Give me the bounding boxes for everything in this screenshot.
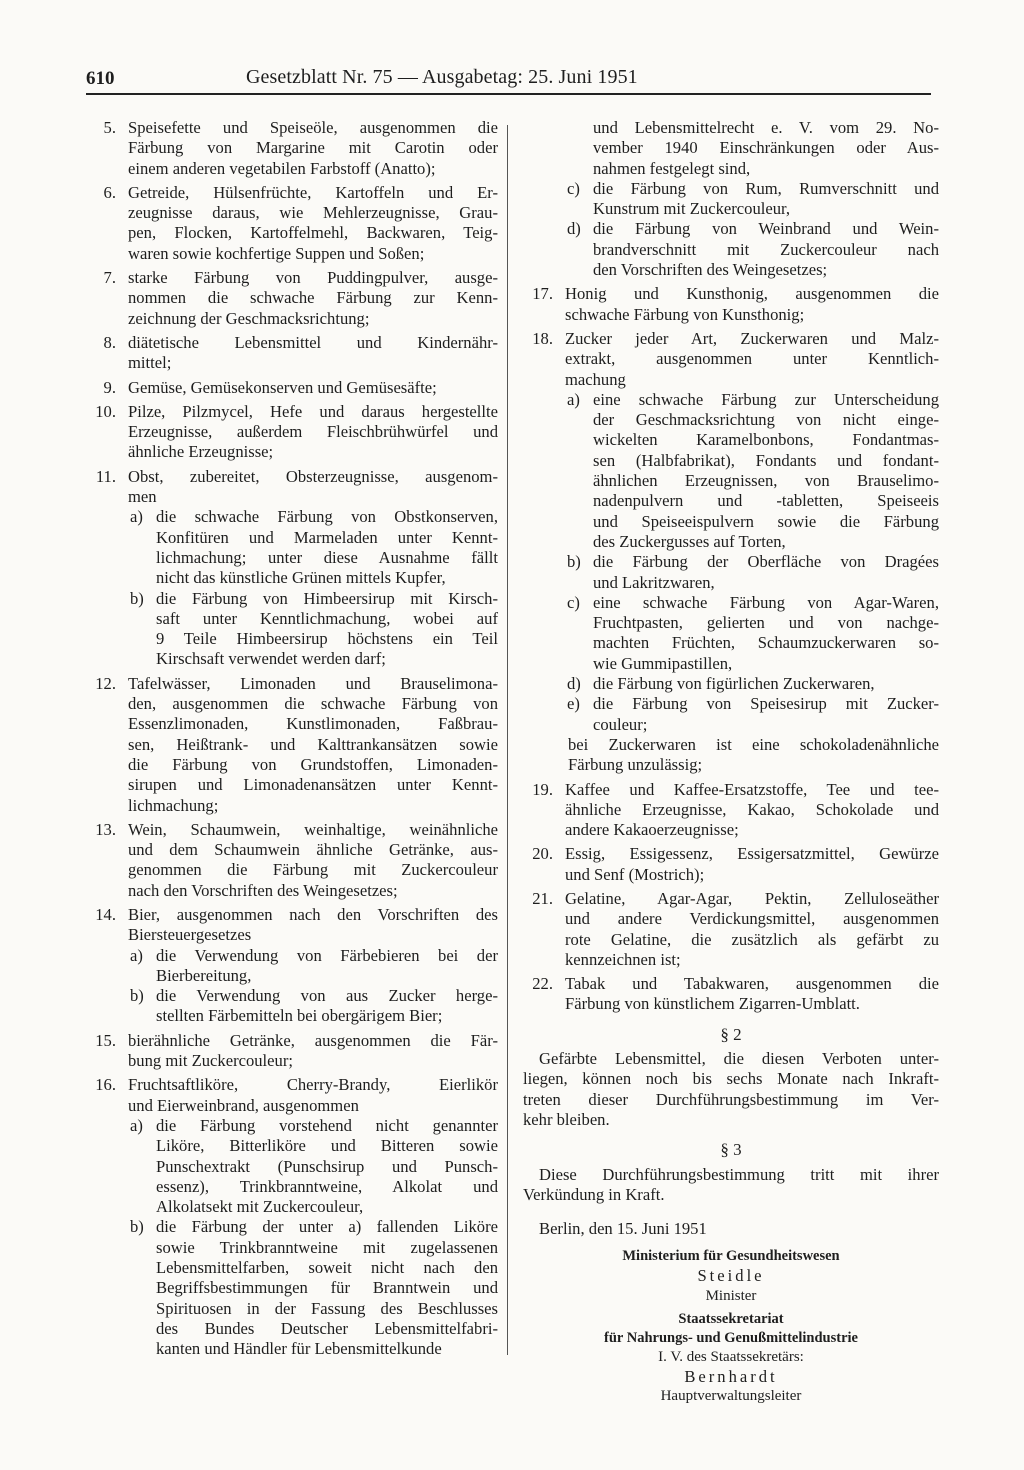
text-line: bung mit Zuckercouleur; — [128, 1051, 293, 1071]
text-line: eine schwache Färbung von Agar-Waren, — [593, 592, 939, 612]
subitem-d — [567, 674, 939, 694]
text-line: Kirschsaft verwendet werden darf; — [156, 649, 386, 669]
list-item-20 — [523, 844, 939, 885]
text-line: Färbung unzulässig; — [568, 755, 703, 775]
text-line: Getreide, Hülsenfrüchte, Kartoffeln und Er- — [128, 182, 498, 202]
item-16-continuation — [523, 118, 939, 280]
subitem-label: a) — [130, 1115, 143, 1135]
subitem-label: d) — [567, 219, 581, 239]
page-header — [86, 64, 931, 94]
column-divider — [507, 125, 508, 1355]
text-line: lichmachung; — [128, 795, 219, 815]
deputy-title: Hauptverwaltungsleiter — [660, 1388, 802, 1405]
text-line: stellten Färbemitteln bei obergärigem Bier; — [156, 1006, 443, 1026]
subitem-label: b) — [130, 986, 144, 1006]
list-item-11 — [86, 467, 498, 670]
text-line: nach den Vorschriften des Weingesetzes; — [128, 880, 398, 900]
text-line: sirupen und Limonadenansätzen unter Kennt- — [128, 775, 498, 795]
secretariat-line-1: Staatssekretariat — [678, 1310, 784, 1327]
text-line: machung — [565, 369, 626, 389]
right-items — [523, 284, 939, 1014]
text-line: Honig und Kunsthonig, ausgenommen die — [565, 284, 939, 304]
text-line: genommen die Färbung mit Zuckercouleur — [128, 860, 498, 880]
text-line: die Färbung der unter a) fallenden Liköre — [156, 1217, 498, 1237]
item-number: 17. — [532, 284, 553, 304]
text-line: Alkolatsekt mit Zuckercouleur, — [156, 1197, 364, 1217]
text-line: und Speiseeispulvern sowie die Färbung — [593, 511, 939, 531]
list-item-21 — [523, 889, 939, 970]
subitem-a — [130, 507, 498, 588]
list-item-19 — [523, 780, 939, 841]
item-number: 10. — [95, 401, 116, 421]
section-3-heading: § 3 — [720, 1140, 742, 1160]
text-line: starke Färbung von Puddingpulver, ausge- — [128, 268, 498, 288]
text-line: und andere Verdickungsmittel, ausgenommen — [565, 909, 939, 929]
minister-name: Steidle — [697, 1266, 765, 1286]
list-item-5 — [86, 118, 498, 179]
text-line: die Färbung von Himbeersirup mit Kirsch- — [156, 588, 498, 608]
text-line: couleur; — [593, 714, 648, 734]
text-line: waren sowie kochfertige Suppen und Soßen; — [128, 243, 425, 263]
continuation-text — [567, 118, 939, 179]
text-line: machten Früchten, Schaumzuckerwaren so- — [593, 633, 939, 653]
minister-title: Minister — [705, 1287, 757, 1304]
text-line: men — [128, 487, 157, 507]
subitem-b — [130, 1217, 498, 1359]
subitem-a — [567, 390, 939, 552]
text-line: Färbung von künstlichem Zigarren-Umblatt. — [565, 994, 860, 1014]
text-line: saft unter Kenntlichmachung, wobei auf — [156, 608, 498, 628]
text-line: rote Gelatine, die zusätzlich als gefärbt zu — [565, 929, 939, 949]
item-note — [568, 735, 939, 776]
text-line: brandverschnitt mit Zuckercouleur nach — [593, 239, 939, 259]
subitem-b — [130, 589, 498, 670]
text-line: bei Zuckerwaren ist eine schokoladenähnliche — [568, 734, 939, 754]
text-line: schwache Färbung von Kunsthonig; — [565, 304, 805, 324]
text-line: zeugnisse daraus, wie Mehlerzeugnisse, Grau- — [128, 203, 498, 223]
text-line: Punschextrakt (Punschsirup und Punsch- — [156, 1156, 498, 1176]
section-2-heading: § 2 — [720, 1024, 742, 1044]
text-line: bierähnliche Getränke, ausgenommen die Fär- — [128, 1030, 498, 1050]
text-line: Erzeugnisse, außerdem Fleischbrühwürfel und — [128, 422, 498, 442]
paragraph-line: Gefärbte Lebensmittel, die diesen Verboten unter- — [539, 1049, 939, 1069]
text-line: Tabak und Tabakwaren, ausgenommen die — [565, 974, 939, 994]
text-line: Pilze, Pilzmycel, Hefe und daraus hergestellte — [128, 401, 498, 421]
text-line: mittel; — [128, 353, 172, 373]
item-number: 14. — [95, 904, 116, 924]
text-line: die Färbung vorstehend nicht genannter — [156, 1115, 498, 1135]
text-line: Liköre, Bitterliköre und Bitteren sowie — [156, 1136, 498, 1156]
text-line: Kaffee und Kaffee-Ersatzstoffe, Tee und tee- — [565, 779, 939, 799]
text-line: Fruchtpasten, gelierten und von nachge- — [593, 613, 939, 633]
text-line: nadenpulvern und -tabletten, Speiseeis — [593, 491, 939, 511]
list-item-7 — [86, 268, 498, 329]
text-line: pen, Flocken, Kartoffelmehl, Backwaren, Teig- — [128, 223, 498, 243]
subitem-label: b) — [130, 1217, 144, 1237]
list-item-12 — [86, 674, 498, 816]
text-line: kanten und Händler für Lebensmittelkunde — [156, 1339, 442, 1359]
signature-block — [523, 1247, 939, 1406]
item-number: 11. — [95, 466, 116, 486]
item-number: 9. — [103, 377, 116, 397]
list-item-10 — [86, 402, 498, 463]
subitem-label: d) — [567, 674, 581, 694]
item-number: 13. — [95, 819, 116, 839]
text-line: 9 Teile Himbeersirup höchstens ein Teil — [156, 629, 498, 649]
text-line: und Eierweinbrand, ausgenommen — [128, 1095, 359, 1115]
subitem-c — [567, 593, 939, 674]
subitem-label: b) — [130, 588, 144, 608]
item-number: 15. — [95, 1030, 116, 1050]
text-line: andere Kakaoerzeugnisse; — [565, 820, 739, 840]
text-line: nicht das künstliche Grünen mittels Kupfer, — [156, 568, 446, 588]
text-line: und Lakritzwaren, — [593, 572, 715, 592]
subitem-label: e) — [567, 694, 580, 714]
text-line: die Färbung von Rum, Rumverschnitt und — [593, 178, 939, 198]
item-number: 8. — [103, 332, 116, 352]
ministry-name: Ministerium für Gesundheitswesen — [622, 1248, 840, 1265]
subitem-label: c) — [567, 592, 580, 612]
text-line: Begriffsbestimmungen für Branntwein und — [156, 1278, 498, 1298]
subitem-e — [567, 694, 939, 735]
list-item-8 — [86, 333, 498, 374]
list-item-14 — [86, 905, 498, 1027]
list-item-6 — [86, 183, 498, 264]
text-line: den Vorschriften des Weingesetzes; — [593, 260, 828, 280]
subitem-d — [567, 219, 939, 280]
text-line: die Verwendung von aus Zucker herge- — [156, 986, 498, 1006]
list-item-15 — [86, 1031, 498, 1072]
text-line: die Färbung von Weinbrand und Wein- — [593, 219, 939, 239]
list-item-9 — [86, 378, 498, 398]
item-number: 6. — [103, 182, 116, 202]
text-line: Bierbereitung, — [156, 965, 252, 985]
text-line: Wein, Schaumwein, weinhaltige, weinähnliche — [128, 819, 498, 839]
page-number: 610 — [86, 68, 115, 89]
subitem-b — [567, 552, 939, 593]
text-line: den, ausgenommen die schwache Färbung von — [128, 694, 498, 714]
text-line: eine schwache Färbung zur Unterscheidung — [593, 389, 939, 409]
subitem-a — [130, 946, 498, 987]
secretariat-line-2: für Nahrungs- und Genußmittelindustrie — [604, 1329, 858, 1346]
subitem-a — [130, 1116, 498, 1217]
item-number: 20. — [532, 844, 553, 864]
list-item-17 — [523, 284, 939, 325]
text-line: Obst, zubereitet, Obsterzeugnisse, ausgenom- — [128, 466, 498, 486]
text-line: vember 1940 Einschränkungen oder Aus- — [593, 138, 939, 158]
item-number: 5. — [103, 118, 116, 137]
text-line: Färbung von Margarine mit Carotin oder — [128, 138, 498, 158]
text-line: Spirituosen in der Fassung des Beschlusses — [156, 1298, 498, 1318]
text-line: nommen die schwache Färbung zur Kenn- — [128, 288, 498, 308]
subitem-b — [130, 986, 498, 1027]
text-line: Biersteuergesetzes — [128, 925, 252, 945]
text-line: Kunstrum mit Zuckercouleur, — [593, 199, 791, 219]
subitem-label: a) — [130, 507, 143, 527]
item-number: 22. — [532, 974, 553, 994]
subitem-c — [567, 179, 939, 220]
text-line: und dem Schaumwein ähnliche Getränke, aus- — [128, 840, 498, 860]
text-line: Essig, Essigessenz, Essigersatzmittel, Gewürze — [565, 844, 939, 864]
text-line: ähnlichen Erzeugnissen, von Brauselimo- — [593, 471, 939, 491]
header-title: Gesetzblatt Nr. 75 — Ausgabetag: 25. Juni 1951 — [246, 66, 638, 88]
subitem-label: a) — [567, 389, 580, 409]
text-line: sowie Trinkbranntweine mit zugelassenen — [156, 1237, 498, 1257]
item-number: 7. — [103, 268, 116, 288]
section-2-text — [523, 1049, 939, 1130]
text-line: extrakt, ausgenommen unter Kenntlich- — [565, 349, 939, 369]
text-line: Gelatine, Agar-Agar, Pektin, Zelluloseäther — [565, 888, 939, 908]
header-rule — [86, 93, 931, 95]
text-line: Lebensmittelfarben, soweit nicht nach den — [156, 1258, 498, 1278]
text-line: Konfitüren und Marmeladen unter Kennt- — [156, 527, 498, 547]
left-column — [86, 118, 498, 1364]
text-line: die Färbung von figürlichen Zuckerwaren, — [593, 674, 875, 694]
item-16-subitems — [565, 179, 939, 280]
paragraph-line: Verkündung in Kraft. — [523, 1184, 665, 1204]
text-line: Bier, ausgenommen nach den Vorschriften des — [128, 904, 498, 924]
list-item-18 — [523, 329, 939, 776]
text-line: des Zuckergusses auf Torten, — [593, 531, 786, 551]
list-item-13 — [86, 820, 498, 901]
item-number: 16. — [95, 1075, 116, 1095]
paragraph-line: kehr bleiben. — [523, 1109, 610, 1129]
text-line: sen (Halbfabrikat), Fondants und fondant- — [593, 450, 939, 470]
paragraph-line: treten dieser Durchführungsbestimmung im Ver- — [523, 1089, 939, 1109]
text-line: wie Gummipastillen, — [593, 653, 733, 673]
text-line: diätetische Lebensmittel und Kindernähr- — [128, 332, 498, 352]
text-line: zeichnung der Geschmacksrichtung; — [128, 308, 370, 328]
text-line: der Geschmacksrichtung von nicht einge- — [593, 410, 939, 430]
deputy-name: Bernhardt — [684, 1366, 778, 1386]
text-line: lichmachung; unter diese Ausnahme fällt — [156, 547, 498, 567]
right-column — [523, 118, 939, 1406]
list-item-16 — [86, 1075, 498, 1359]
paragraph-line: Diese Durchführungsbestimmung tritt mit ihrer — [539, 1164, 939, 1184]
text-line: die Verwendung von Färbebieren bei der — [156, 945, 498, 965]
text-line: ähnliche Erzeugnisse; — [128, 442, 274, 462]
subitem-label: a) — [130, 945, 143, 965]
text-line: Zucker jeder Art, Zuckerwaren und Malz- — [565, 328, 939, 348]
date-line: Berlin, den 15. Juni 1951 — [539, 1219, 707, 1239]
text-line: und Lebensmittelrecht e. V. vom 29. No- — [593, 118, 939, 137]
text-line: einem anderen vegetabilen Farbstoff (Anatto); — [128, 158, 436, 178]
text-line: kennzeichnen ist; — [565, 949, 681, 969]
text-line: die Färbung von Grundstoffen, Limonaden- — [128, 754, 498, 774]
deputy-line: I. V. des Staatssekretärs: — [658, 1348, 804, 1365]
text-line: ähnliche Erzeugnisse, Kakao, Schokolade und — [565, 799, 939, 819]
item-number: 19. — [532, 779, 553, 799]
text-line: Essenzlimonaden, Kunstlimonaden, Faßbrau- — [128, 714, 498, 734]
section-3-text — [523, 1165, 939, 1206]
text-line: Gemüse, Gemüsekonserven und Gemüsesäfte; — [128, 377, 437, 397]
text-line: des Bundes Deutscher Lebensmittelfabri- — [156, 1318, 498, 1338]
text-line: und Senf (Mostrich); — [565, 864, 705, 884]
text-line: die Färbung von Speisesirup mit Zucker- — [593, 694, 939, 714]
subitem-label: b) — [567, 552, 581, 572]
paragraph-line: liegen, können noch bis sechs Monate nach Inkraft- — [523, 1069, 939, 1089]
item-number: 18. — [532, 328, 553, 348]
text-line: sen, Heißtrank- und Kalttrankansätzen sowie — [128, 734, 498, 754]
text-line: die Färbung der Oberfläche von Dragées — [593, 552, 939, 572]
text-line: nahmen festgelegt sind, — [593, 158, 751, 178]
item-number: 21. — [532, 888, 553, 908]
text-line: Fruchtsaftliköre, Cherry-Brandy, Eierlikör — [128, 1075, 498, 1095]
list-item-22 — [523, 974, 939, 1015]
text-line: die schwache Färbung von Obstkonserven, — [156, 507, 498, 527]
item-number: 12. — [95, 673, 116, 693]
text-line: wickelten Karamelbonbons, Fondantmas- — [593, 430, 939, 450]
subitem-label: c) — [567, 178, 580, 198]
text-line: Speisefette und Speiseöle, ausgenommen die — [128, 118, 498, 137]
text-line: Tafelwässer, Limonaden und Brauselimona- — [128, 673, 498, 693]
text-line: essenz), Trinkbranntweine, Alkolat und — [156, 1176, 498, 1196]
